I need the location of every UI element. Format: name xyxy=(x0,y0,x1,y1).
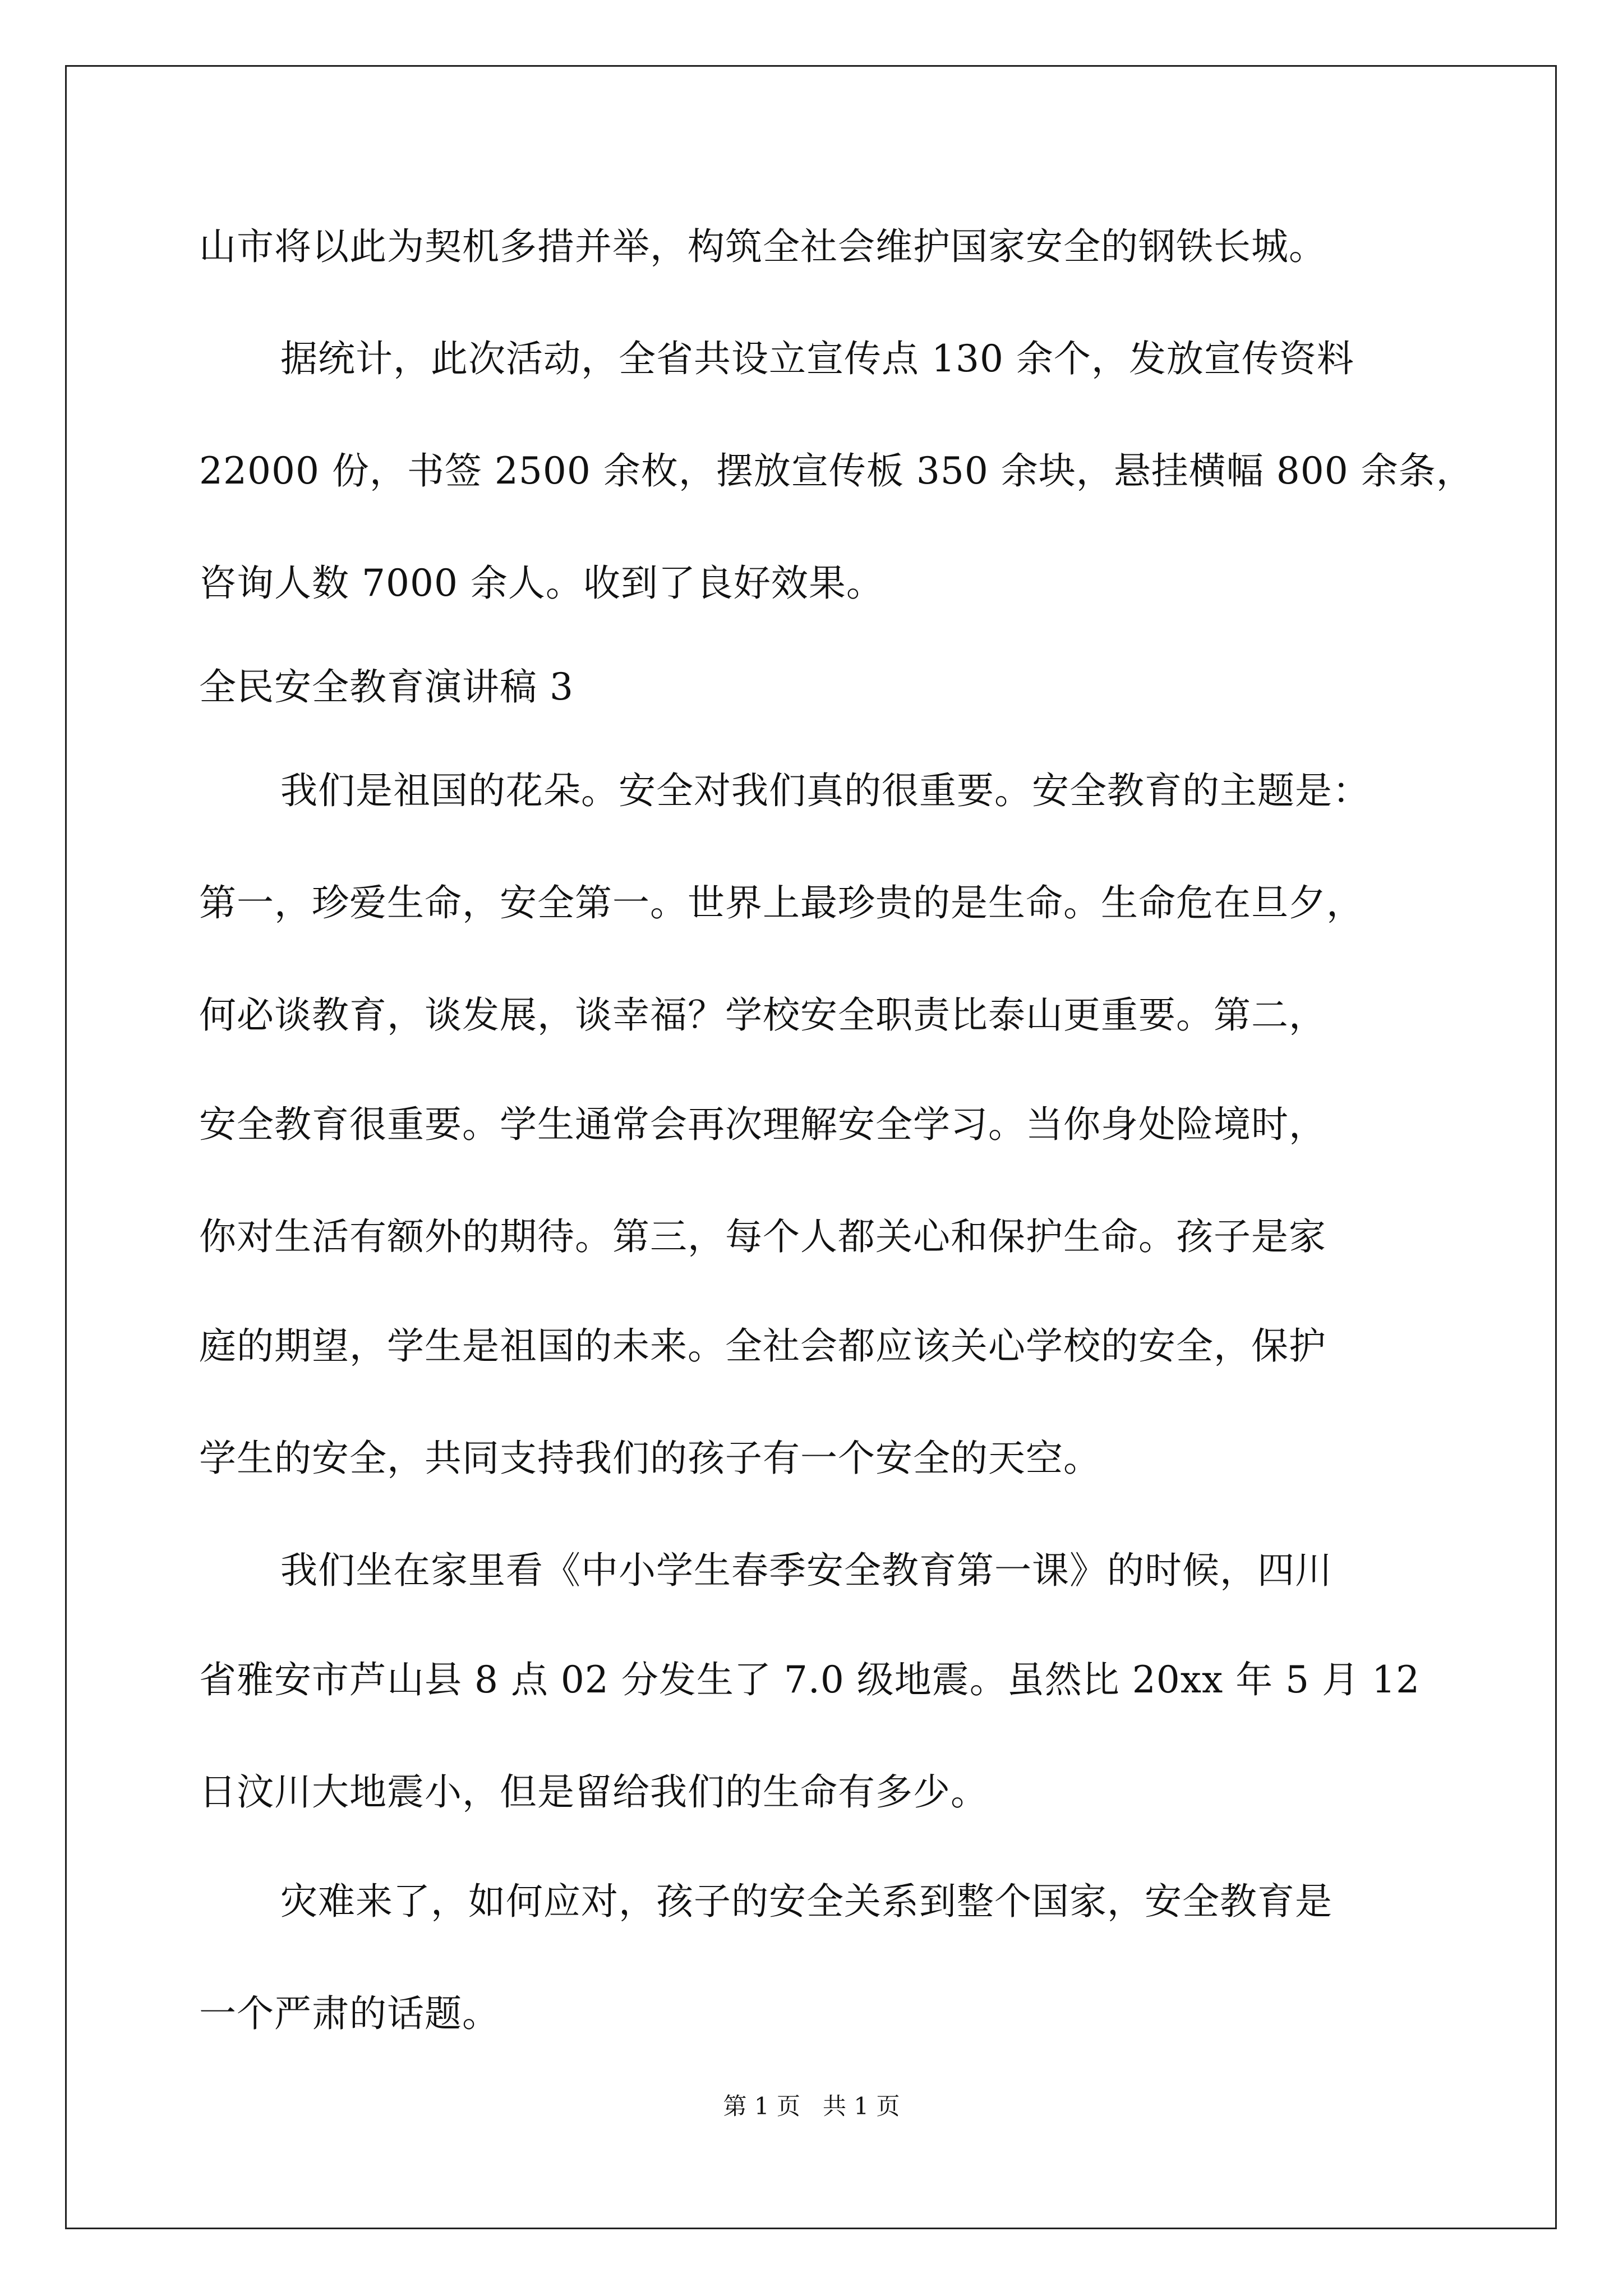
paragraph-line: 据统计，此次活动，全省共设立宣传点 130 余个，发放宣传资料 xyxy=(280,337,1354,380)
paragraph-line: 何必谈教育，谈发展，谈幸福？学校安全职责比泰山更重要。第二， xyxy=(199,993,1326,1037)
paragraph-line: 学生的安全，共同支持我们的孩子有一个安全的天空。 xyxy=(199,1437,1101,1480)
paragraph-line: 山市将以此为契机多措并举，构筑全社会维护国家安全的钢铁长城。 xyxy=(199,225,1326,268)
paragraph-line: 安全教育很重要。学生通常会再次理解安全学习。当你身处险境时， xyxy=(199,1103,1326,1146)
paragraph-line: 我们坐在家里看《中小学生春季安全教育第一课》的时候，四川 xyxy=(280,1549,1332,1592)
paragraph-line: 灾难来了，如何应对，孩子的安全关系到整个国家，安全教育是 xyxy=(280,1880,1332,1923)
paragraph-line: 22000 份，书签 2500 余枚，摆放宣传板 350 余块，悬挂横幅 800 余条， xyxy=(199,449,1474,493)
paragraph-line: 咨询人数 7000 余人。收到了良好效果。 xyxy=(199,562,884,605)
paragraph-line: 省雅安市芦山县 8 点 02 分发生了 7.0 级地震。虽然比 20xx 年 5 月 12 xyxy=(199,1658,1421,1701)
page-footer: 第 1 页 共 1 页 xyxy=(723,2092,900,2120)
paragraph-line: 我们是祖国的花朵。安全对我们真的很重要。安全教育的主题是： xyxy=(280,769,1370,812)
paragraph-line: 第一，珍爱生命，安全第一。世界上最珍贵的是生命。生命危在旦夕， xyxy=(199,881,1364,924)
paragraph-line: 日汶川大地震小，但是留给我们的生命有多少。 xyxy=(199,1770,988,1814)
paragraph-line: 你对生活有额外的期待。第三，每个人都关心和保护生命。孩子是家 xyxy=(199,1215,1326,1258)
section-heading: 全民安全教育演讲稿 3 xyxy=(199,665,574,708)
paragraph-line: 庭的期望，学生是祖国的未来。全社会都应该关心学校的安全，保护 xyxy=(199,1324,1326,1368)
paragraph-line: 一个严肃的话题。 xyxy=(199,1992,500,2035)
